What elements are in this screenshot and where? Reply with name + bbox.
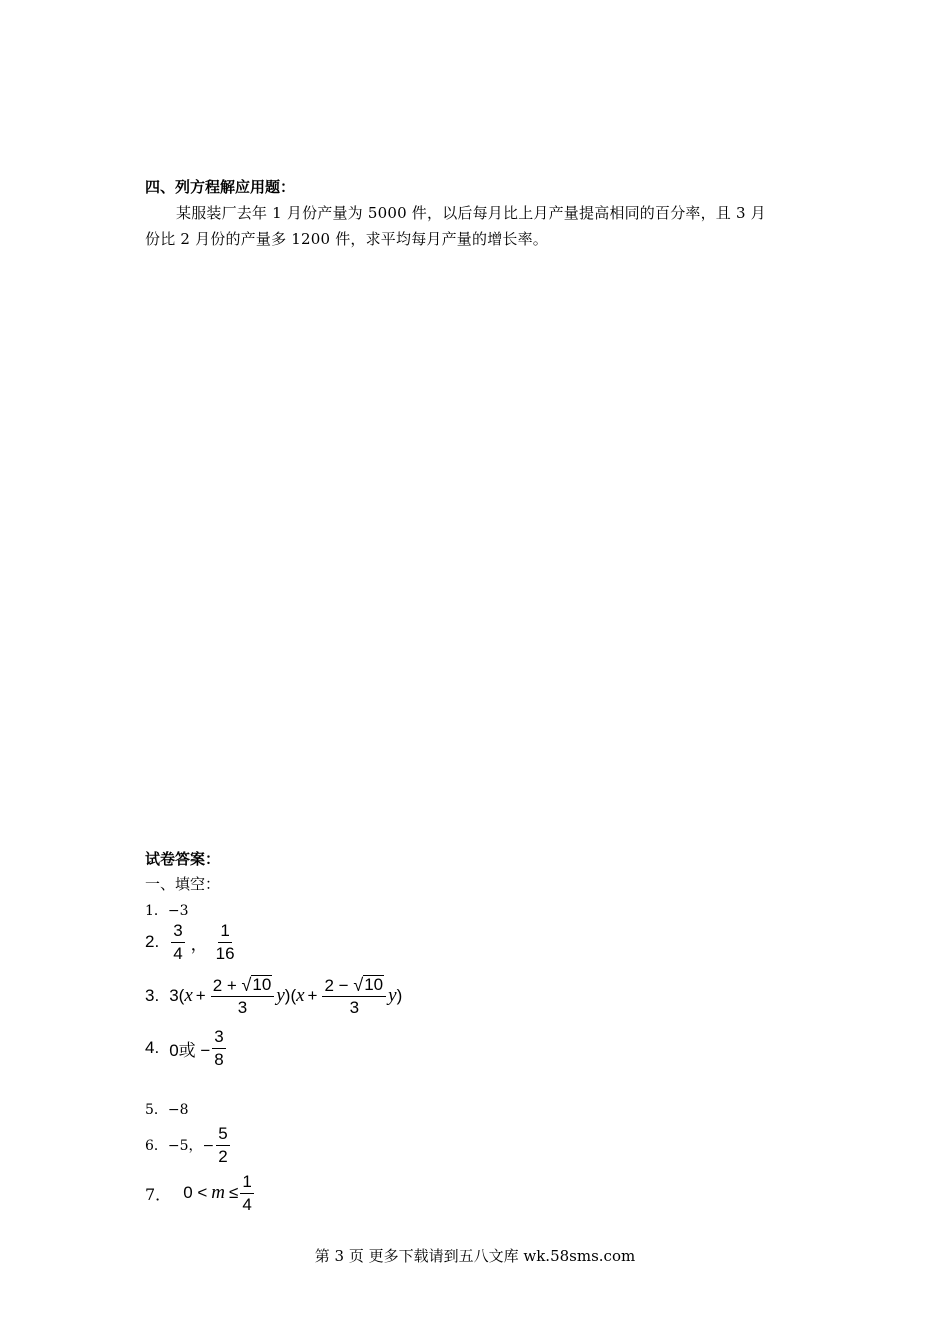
section-heading: 四、列方程解应用题： xyxy=(145,178,296,196)
answer-number: 3. xyxy=(145,986,160,1006)
fraction-denominator: 4 xyxy=(242,1194,252,1214)
fraction xyxy=(214,921,237,963)
answer-3 xyxy=(145,975,402,1018)
fraction-denominator: 16 xyxy=(215,943,235,963)
fraction xyxy=(171,921,184,963)
close-paren: ) xyxy=(396,986,403,1006)
fraction-denominator: 3 xyxy=(237,998,248,1018)
answers-subtitle: 一、填空： xyxy=(145,875,221,893)
variable-x: x xyxy=(296,985,305,1007)
answer-value: −3 xyxy=(167,903,189,919)
square-root: √ 10 xyxy=(353,974,384,995)
plus-sign: + xyxy=(195,986,206,1006)
answer-5 xyxy=(145,1099,189,1119)
answer-value: 0或 − xyxy=(169,1040,211,1060)
fraction-denominator: 8 xyxy=(214,1049,224,1069)
answer-value: −5，− xyxy=(167,1138,215,1155)
page-footer: 第 3 页 更多下载请到五八文库 wk.58sms.com xyxy=(314,1247,636,1265)
fraction xyxy=(216,1124,229,1166)
variable-m: m xyxy=(211,1182,226,1204)
fraction-numerator: 2 + √ 10 xyxy=(211,975,275,997)
answer-value: −8 xyxy=(167,1102,189,1118)
answer-number: 4. xyxy=(145,1038,160,1058)
problem-text-line-1: 某服装厂去年 1 月份产量为 5000 件，以后每月比上月产量提高相同的百分率，且 3 月 xyxy=(176,204,766,222)
less-equal-sign: ≤ xyxy=(229,1183,239,1203)
fraction-denominator: 3 xyxy=(349,998,360,1018)
answer-number: 7． xyxy=(145,1184,172,1204)
problem-text-line-2: 份比 2 月份的产量多 1200 件，求平均每月产量的增长率。 xyxy=(145,230,548,248)
answers-title: 试卷答案： xyxy=(145,850,221,868)
fraction xyxy=(240,1172,253,1214)
answer-6 xyxy=(145,1124,232,1166)
plus-sign: + xyxy=(307,986,318,1006)
fraction-numerator: 1 xyxy=(240,1172,253,1194)
answer-2 xyxy=(145,921,239,963)
fraction xyxy=(212,1027,225,1069)
fraction-denominator: 2 xyxy=(218,1146,228,1166)
coefficient: 3( xyxy=(169,986,185,1006)
fraction-numerator: 3 xyxy=(212,1027,225,1049)
answer-number: 1． xyxy=(145,903,168,919)
answer-1 xyxy=(145,900,189,920)
fraction xyxy=(211,975,275,1018)
fraction xyxy=(322,975,386,1018)
fraction-numerator: 5 xyxy=(216,1124,229,1146)
answer-7 xyxy=(145,1172,256,1214)
fraction-numerator: 1 xyxy=(218,921,231,943)
paren-join: )( xyxy=(284,986,297,1006)
variable-y: y xyxy=(388,985,397,1007)
fraction-denominator: 4 xyxy=(173,943,183,963)
answer-number: 6． xyxy=(145,1138,168,1155)
separator: ， xyxy=(190,934,208,954)
answer-number: 5． xyxy=(145,1102,168,1118)
variable-y: y xyxy=(276,985,285,1007)
answer-4 xyxy=(145,1027,228,1069)
answer-number: 2. xyxy=(145,932,160,952)
fraction-numerator: 3 xyxy=(171,921,184,943)
inequality-left: 0 < xyxy=(183,1183,208,1203)
variable-x: x xyxy=(184,985,193,1007)
fraction-numerator: 2 − √ 10 xyxy=(322,975,386,997)
square-root: √ 10 xyxy=(241,974,272,995)
